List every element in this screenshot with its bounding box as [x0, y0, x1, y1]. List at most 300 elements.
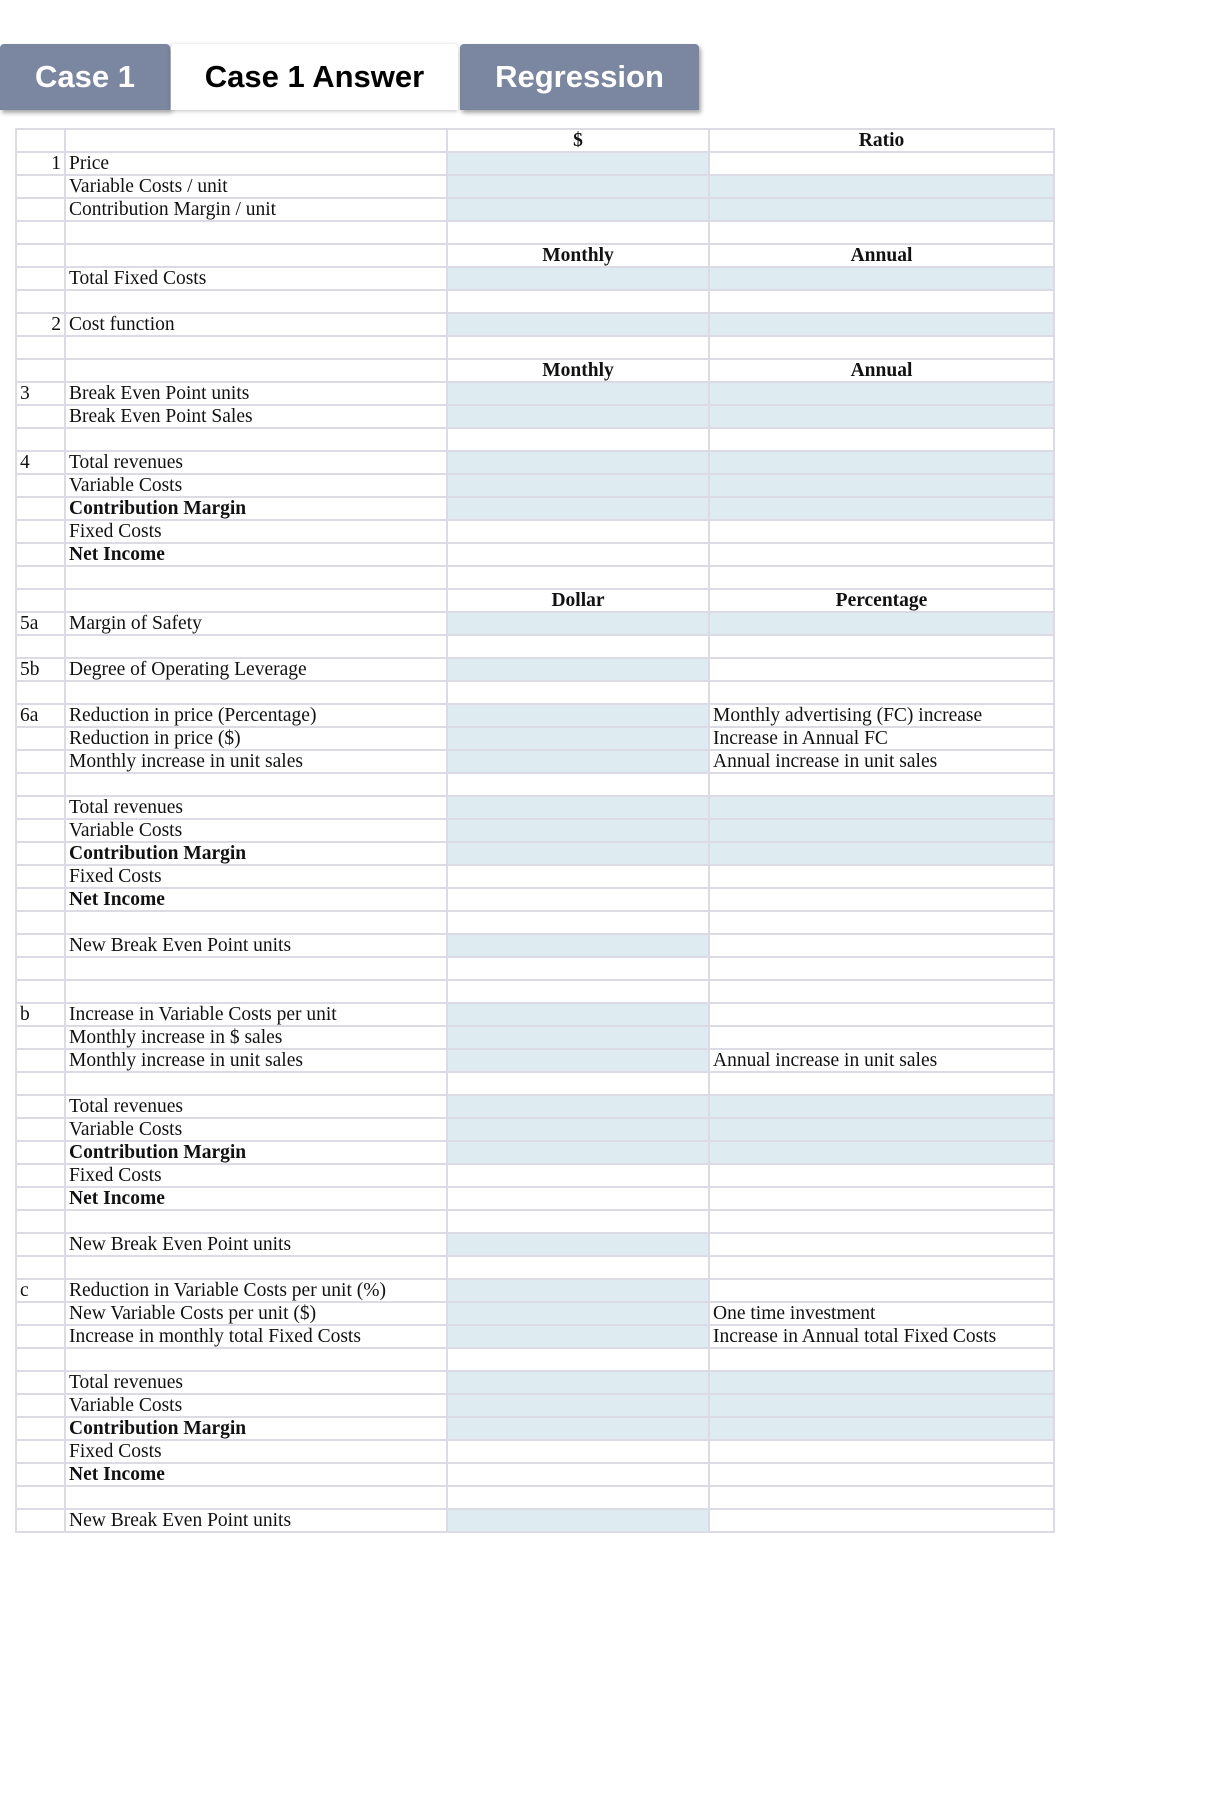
label-cell[interactable]: [65, 911, 447, 934]
label-cell[interactable]: Fixed Costs: [65, 1440, 447, 1463]
value-cell[interactable]: [709, 198, 1054, 221]
row-number-cell[interactable]: [16, 681, 65, 704]
value-cell[interactable]: [447, 1003, 709, 1026]
value-cell[interactable]: [447, 1164, 709, 1187]
label-cell[interactable]: [65, 1486, 447, 1509]
worksheet-table: [15, 128, 1055, 1533]
table-row: [16, 773, 1054, 796]
value-cell[interactable]: [447, 198, 709, 221]
label-cell[interactable]: Contribution Margin: [65, 1417, 447, 1440]
row-number-cell[interactable]: 4: [16, 451, 65, 474]
table-row: [16, 1026, 1054, 1049]
value-cell[interactable]: Increase in Annual total Fixed Costs: [709, 1325, 1054, 1348]
label-cell[interactable]: Reduction in Variable Costs per unit (%): [65, 1279, 447, 1302]
row-number-cell[interactable]: [16, 1141, 65, 1164]
table-row: [16, 635, 1054, 658]
value-cell[interactable]: [709, 1210, 1054, 1233]
row-number-cell[interactable]: [16, 1440, 65, 1463]
value-cell[interactable]: [447, 313, 709, 336]
value-cell[interactable]: [447, 1371, 709, 1394]
value-cell[interactable]: [447, 1394, 709, 1417]
value-cell[interactable]: [447, 1026, 709, 1049]
row-number-cell[interactable]: [16, 1348, 65, 1371]
label-cell[interactable]: Variable Costs: [65, 1118, 447, 1141]
value-cell[interactable]: [709, 842, 1054, 865]
value-cell[interactable]: [709, 152, 1054, 175]
value-cell[interactable]: [709, 566, 1054, 589]
row-number-cell[interactable]: [16, 290, 65, 313]
table-row: [16, 244, 1054, 267]
value-cell[interactable]: [709, 796, 1054, 819]
table-row: [16, 428, 1054, 451]
value-cell[interactable]: [447, 221, 709, 244]
value-cell[interactable]: [447, 1302, 709, 1325]
value-cell[interactable]: One time investment: [709, 1302, 1054, 1325]
value-cell[interactable]: [709, 221, 1054, 244]
table-row: [16, 1394, 1054, 1417]
table-row: [16, 313, 1054, 336]
table-row: [16, 1118, 1054, 1141]
value-cell[interactable]: [447, 1279, 709, 1302]
row-number-cell[interactable]: [16, 1210, 65, 1233]
row-number-cell[interactable]: [16, 888, 65, 911]
label-cell[interactable]: Variable Costs: [65, 1394, 447, 1417]
row-number-cell[interactable]: [16, 520, 65, 543]
label-cell[interactable]: Total revenues: [65, 451, 447, 474]
value-cell[interactable]: [447, 336, 709, 359]
table-row: [16, 290, 1054, 313]
value-cell[interactable]: [447, 773, 709, 796]
value-cell[interactable]: [447, 1348, 709, 1371]
value-cell[interactable]: [709, 1072, 1054, 1095]
table-row: [16, 267, 1054, 290]
value-cell[interactable]: [447, 980, 709, 1003]
value-cell[interactable]: [447, 1256, 709, 1279]
table-row: [16, 451, 1054, 474]
row-number-cell[interactable]: [16, 1187, 65, 1210]
value-cell[interactable]: [709, 1463, 1054, 1486]
row-number-cell[interactable]: [16, 819, 65, 842]
row-number-cell[interactable]: [16, 1049, 65, 1072]
label-cell[interactable]: Price: [65, 152, 447, 175]
row-number-cell[interactable]: [16, 911, 65, 934]
column-header-cell[interactable]: Ratio: [709, 129, 1054, 152]
table-row: [16, 1325, 1054, 1348]
label-cell[interactable]: Increase in Variable Costs per unit: [65, 1003, 447, 1026]
value-cell[interactable]: [447, 957, 709, 980]
row-number-cell[interactable]: [16, 1256, 65, 1279]
value-cell[interactable]: [709, 681, 1054, 704]
table-row: [16, 888, 1054, 911]
label-cell[interactable]: Total revenues: [65, 1095, 447, 1118]
table-row: [16, 1371, 1054, 1394]
table-row: [16, 198, 1054, 221]
row-number-cell[interactable]: 3: [16, 382, 65, 405]
label-cell[interactable]: [65, 773, 447, 796]
row-number-cell[interactable]: [16, 1325, 65, 1348]
table-row: [16, 175, 1054, 198]
label-cell[interactable]: Monthly increase in unit sales: [65, 750, 447, 773]
label-cell[interactable]: [65, 428, 447, 451]
table-row: [16, 1302, 1054, 1325]
column-header-cell[interactable]: Percentage: [709, 589, 1054, 612]
table-row: [16, 612, 1054, 635]
column-header-cell[interactable]: Annual: [709, 244, 1054, 267]
label-cell[interactable]: Variable Costs: [65, 474, 447, 497]
value-cell[interactable]: [709, 543, 1054, 566]
value-cell[interactable]: [709, 1187, 1054, 1210]
label-cell[interactable]: Degree of Operating Leverage: [65, 658, 447, 681]
row-number-cell[interactable]: [16, 1486, 65, 1509]
row-number-cell[interactable]: [16, 175, 65, 198]
table-row: [16, 658, 1054, 681]
table-row: [16, 152, 1054, 175]
value-cell[interactable]: [447, 1049, 709, 1072]
row-number-cell[interactable]: 2: [16, 313, 65, 336]
label-cell[interactable]: [65, 980, 447, 1003]
label-cell[interactable]: [65, 336, 447, 359]
value-cell[interactable]: [447, 681, 709, 704]
row-number-cell[interactable]: [16, 1026, 65, 1049]
value-cell[interactable]: [709, 405, 1054, 428]
value-cell[interactable]: [447, 1072, 709, 1095]
value-cell[interactable]: [447, 474, 709, 497]
table-row: [16, 1348, 1054, 1371]
row-number-cell[interactable]: [16, 428, 65, 451]
value-cell[interactable]: [447, 888, 709, 911]
row-number-cell[interactable]: [16, 934, 65, 957]
value-cell[interactable]: [709, 1348, 1054, 1371]
table-row: [16, 382, 1054, 405]
value-cell[interactable]: [709, 1256, 1054, 1279]
value-cell[interactable]: [709, 1486, 1054, 1509]
value-cell[interactable]: [447, 497, 709, 520]
label-cell[interactable]: [65, 244, 447, 267]
value-cell[interactable]: [447, 1141, 709, 1164]
value-cell[interactable]: [709, 451, 1054, 474]
row-number-cell[interactable]: 5a: [16, 612, 65, 635]
tab-case-1-answer[interactable]: Case 1 Answer: [171, 44, 458, 110]
column-header-cell[interactable]: Dollar: [447, 589, 709, 612]
value-cell[interactable]: [447, 382, 709, 405]
value-cell[interactable]: [709, 1440, 1054, 1463]
label-cell[interactable]: [65, 1072, 447, 1095]
label-cell[interactable]: Variable Costs / unit: [65, 175, 447, 198]
label-cell[interactable]: [65, 359, 447, 382]
value-cell[interactable]: [447, 1325, 709, 1348]
row-number-cell[interactable]: [16, 1394, 65, 1417]
table-row: [16, 727, 1054, 750]
value-cell[interactable]: [447, 1187, 709, 1210]
label-cell[interactable]: Net Income: [65, 888, 447, 911]
value-cell[interactable]: [709, 911, 1054, 934]
row-number-cell[interactable]: [16, 1371, 65, 1394]
row-number-cell[interactable]: [16, 244, 65, 267]
table-row: [16, 566, 1054, 589]
table-row: [16, 1417, 1054, 1440]
row-number-cell[interactable]: [16, 980, 65, 1003]
row-number-cell[interactable]: [16, 497, 65, 520]
table-row: [16, 934, 1054, 957]
value-cell[interactable]: [709, 819, 1054, 842]
label-cell[interactable]: Total revenues: [65, 1371, 447, 1394]
column-header-cell[interactable]: Monthly: [447, 359, 709, 382]
row-number-cell[interactable]: [16, 1463, 65, 1486]
label-cell[interactable]: Cost function: [65, 313, 447, 336]
value-cell[interactable]: Annual increase in unit sales: [709, 1049, 1054, 1072]
label-cell[interactable]: Margin of Safety: [65, 612, 447, 635]
table-row: [16, 543, 1054, 566]
value-cell[interactable]: [447, 175, 709, 198]
label-cell[interactable]: [65, 681, 447, 704]
label-cell[interactable]: Contribution Margin / unit: [65, 198, 447, 221]
value-cell[interactable]: [447, 796, 709, 819]
value-cell[interactable]: [709, 382, 1054, 405]
row-number-cell[interactable]: [16, 1072, 65, 1095]
value-cell[interactable]: [709, 520, 1054, 543]
label-cell[interactable]: Monthly increase in $ sales: [65, 1026, 447, 1049]
label-cell[interactable]: Fixed Costs: [65, 865, 447, 888]
table-row: [16, 359, 1054, 382]
label-cell[interactable]: Reduction in price ($): [65, 727, 447, 750]
row-number-cell[interactable]: [16, 1509, 65, 1532]
row-number-cell[interactable]: [16, 865, 65, 888]
table-row: [16, 1095, 1054, 1118]
label-cell[interactable]: Contribution Margin: [65, 842, 447, 865]
tab-case-1[interactable]: Case 1: [0, 44, 170, 110]
table-row: [16, 980, 1054, 1003]
label-cell[interactable]: [65, 1256, 447, 1279]
value-cell[interactable]: [447, 1417, 709, 1440]
value-cell[interactable]: [709, 1394, 1054, 1417]
row-number-cell[interactable]: [16, 474, 65, 497]
table-row: [16, 129, 1054, 152]
row-number-cell[interactable]: [16, 129, 65, 152]
row-number-cell[interactable]: [16, 1233, 65, 1256]
table-row: [16, 865, 1054, 888]
value-cell[interactable]: [447, 635, 709, 658]
row-number-cell[interactable]: [16, 405, 65, 428]
table-row: [16, 1440, 1054, 1463]
table-row: [16, 1049, 1054, 1072]
row-number-cell[interactable]: [16, 221, 65, 244]
table-row: [16, 704, 1054, 727]
value-cell[interactable]: [447, 1233, 709, 1256]
value-cell[interactable]: [447, 612, 709, 635]
value-cell[interactable]: [447, 1440, 709, 1463]
label-cell[interactable]: [65, 129, 447, 152]
value-cell[interactable]: [709, 336, 1054, 359]
value-cell[interactable]: [447, 1486, 709, 1509]
value-cell[interactable]: [709, 1026, 1054, 1049]
table-row: [16, 750, 1054, 773]
row-number-cell[interactable]: [16, 1164, 65, 1187]
column-header-cell[interactable]: Monthly: [447, 244, 709, 267]
label-cell[interactable]: [65, 957, 447, 980]
label-cell[interactable]: Total revenues: [65, 796, 447, 819]
row-number-cell[interactable]: 1: [16, 152, 65, 175]
value-cell[interactable]: [447, 704, 709, 727]
label-cell[interactable]: Net Income: [65, 1187, 447, 1210]
value-cell[interactable]: [447, 727, 709, 750]
value-cell[interactable]: [709, 1164, 1054, 1187]
label-cell[interactable]: Monthly increase in unit sales: [65, 1049, 447, 1072]
value-cell[interactable]: [709, 980, 1054, 1003]
value-cell[interactable]: [709, 175, 1054, 198]
row-number-cell[interactable]: [16, 566, 65, 589]
column-header-cell[interactable]: $: [447, 129, 709, 152]
value-cell[interactable]: Monthly advertising (FC) increase: [709, 704, 1054, 727]
row-number-cell[interactable]: [16, 842, 65, 865]
row-number-cell[interactable]: [16, 589, 65, 612]
value-cell[interactable]: [447, 290, 709, 313]
label-cell[interactable]: Break Even Point units: [65, 382, 447, 405]
value-cell[interactable]: [709, 313, 1054, 336]
value-cell[interactable]: [709, 428, 1054, 451]
row-number-cell[interactable]: [16, 1095, 65, 1118]
column-header-cell[interactable]: Annual: [709, 359, 1054, 382]
value-cell[interactable]: Increase in Annual FC: [709, 727, 1054, 750]
value-cell[interactable]: [447, 428, 709, 451]
value-cell[interactable]: [709, 1279, 1054, 1302]
table-row: [16, 221, 1054, 244]
label-cell[interactable]: [65, 635, 447, 658]
row-number-cell[interactable]: [16, 750, 65, 773]
value-cell[interactable]: [709, 1095, 1054, 1118]
value-cell[interactable]: [447, 543, 709, 566]
table-row: [16, 1210, 1054, 1233]
value-cell[interactable]: [447, 405, 709, 428]
row-number-cell[interactable]: [16, 543, 65, 566]
row-number-cell[interactable]: [16, 1302, 65, 1325]
value-cell[interactable]: [447, 152, 709, 175]
value-cell[interactable]: [709, 934, 1054, 957]
row-number-cell[interactable]: [16, 727, 65, 750]
table-row: [16, 1509, 1054, 1532]
table-row: [16, 520, 1054, 543]
label-cell[interactable]: Net Income: [65, 543, 447, 566]
value-cell[interactable]: [709, 957, 1054, 980]
row-number-cell[interactable]: c: [16, 1279, 65, 1302]
label-cell[interactable]: Net Income: [65, 1463, 447, 1486]
row-number-cell[interactable]: [16, 1417, 65, 1440]
table-row: [16, 681, 1054, 704]
value-cell[interactable]: Annual increase in unit sales: [709, 750, 1054, 773]
row-number-cell[interactable]: b: [16, 1003, 65, 1026]
table-row: [16, 1233, 1054, 1256]
value-cell[interactable]: [447, 750, 709, 773]
value-cell[interactable]: [709, 888, 1054, 911]
table-row: [16, 405, 1054, 428]
row-number-cell[interactable]: [16, 359, 65, 382]
label-cell[interactable]: Reduction in price (Percentage): [65, 704, 447, 727]
label-cell[interactable]: [65, 1348, 447, 1371]
row-number-cell[interactable]: [16, 635, 65, 658]
row-number-cell[interactable]: [16, 336, 65, 359]
row-number-cell[interactable]: [16, 957, 65, 980]
value-cell[interactable]: [447, 520, 709, 543]
label-cell[interactable]: Break Even Point Sales: [65, 405, 447, 428]
table-row: [16, 1164, 1054, 1187]
value-cell[interactable]: [447, 1463, 709, 1486]
value-cell[interactable]: [709, 612, 1054, 635]
label-cell[interactable]: [65, 290, 447, 313]
row-number-cell[interactable]: [16, 198, 65, 221]
value-cell[interactable]: [447, 934, 709, 957]
value-cell[interactable]: [447, 865, 709, 888]
value-cell[interactable]: [709, 1509, 1054, 1532]
sheet-tab-bar: [0, 44, 1211, 112]
label-cell[interactable]: Increase in monthly total Fixed Costs: [65, 1325, 447, 1348]
value-cell[interactable]: [709, 635, 1054, 658]
label-cell[interactable]: Variable Costs: [65, 819, 447, 842]
label-cell[interactable]: New Variable Costs per unit ($): [65, 1302, 447, 1325]
label-cell[interactable]: New Break Even Point units: [65, 1233, 447, 1256]
table-row: [16, 796, 1054, 819]
value-cell[interactable]: [709, 1371, 1054, 1394]
label-cell[interactable]: Contribution Margin: [65, 497, 447, 520]
value-cell[interactable]: [447, 451, 709, 474]
table-row: [16, 1141, 1054, 1164]
row-number-cell[interactable]: 6a: [16, 704, 65, 727]
row-number-cell[interactable]: [16, 1118, 65, 1141]
value-cell[interactable]: [709, 1417, 1054, 1440]
value-cell[interactable]: [709, 1141, 1054, 1164]
row-number-cell[interactable]: [16, 796, 65, 819]
label-cell[interactable]: Contribution Margin: [65, 1141, 447, 1164]
value-cell[interactable]: [447, 911, 709, 934]
value-cell[interactable]: [447, 819, 709, 842]
label-cell[interactable]: [65, 1210, 447, 1233]
value-cell[interactable]: [447, 267, 709, 290]
value-cell[interactable]: [709, 865, 1054, 888]
value-cell[interactable]: [709, 773, 1054, 796]
label-cell[interactable]: Total Fixed Costs: [65, 267, 447, 290]
table-row: [16, 1187, 1054, 1210]
table-row: [16, 911, 1054, 934]
label-cell[interactable]: [65, 589, 447, 612]
row-number-cell[interactable]: 5b: [16, 658, 65, 681]
value-cell[interactable]: [709, 1233, 1054, 1256]
value-cell[interactable]: [709, 1118, 1054, 1141]
table-row: [16, 336, 1054, 359]
label-cell[interactable]: Fixed Costs: [65, 520, 447, 543]
row-number-cell[interactable]: [16, 773, 65, 796]
label-cell[interactable]: New Break Even Point units: [65, 1509, 447, 1532]
label-cell[interactable]: [65, 221, 447, 244]
label-cell[interactable]: [65, 566, 447, 589]
label-cell[interactable]: Fixed Costs: [65, 1164, 447, 1187]
value-cell[interactable]: [447, 1210, 709, 1233]
value-cell[interactable]: [709, 474, 1054, 497]
label-cell[interactable]: New Break Even Point units: [65, 934, 447, 957]
table-row: [16, 474, 1054, 497]
value-cell[interactable]: [447, 566, 709, 589]
value-cell[interactable]: [447, 1095, 709, 1118]
table-row: [16, 1463, 1054, 1486]
value-cell[interactable]: [709, 1003, 1054, 1026]
value-cell[interactable]: [709, 290, 1054, 313]
value-cell[interactable]: [709, 497, 1054, 520]
value-cell[interactable]: [447, 1509, 709, 1532]
value-cell[interactable]: [709, 658, 1054, 681]
value-cell[interactable]: [709, 267, 1054, 290]
row-number-cell[interactable]: [16, 267, 65, 290]
value-cell[interactable]: [447, 842, 709, 865]
value-cell[interactable]: [447, 1118, 709, 1141]
tab-regression[interactable]: Regression: [460, 44, 699, 110]
value-cell[interactable]: [447, 658, 709, 681]
